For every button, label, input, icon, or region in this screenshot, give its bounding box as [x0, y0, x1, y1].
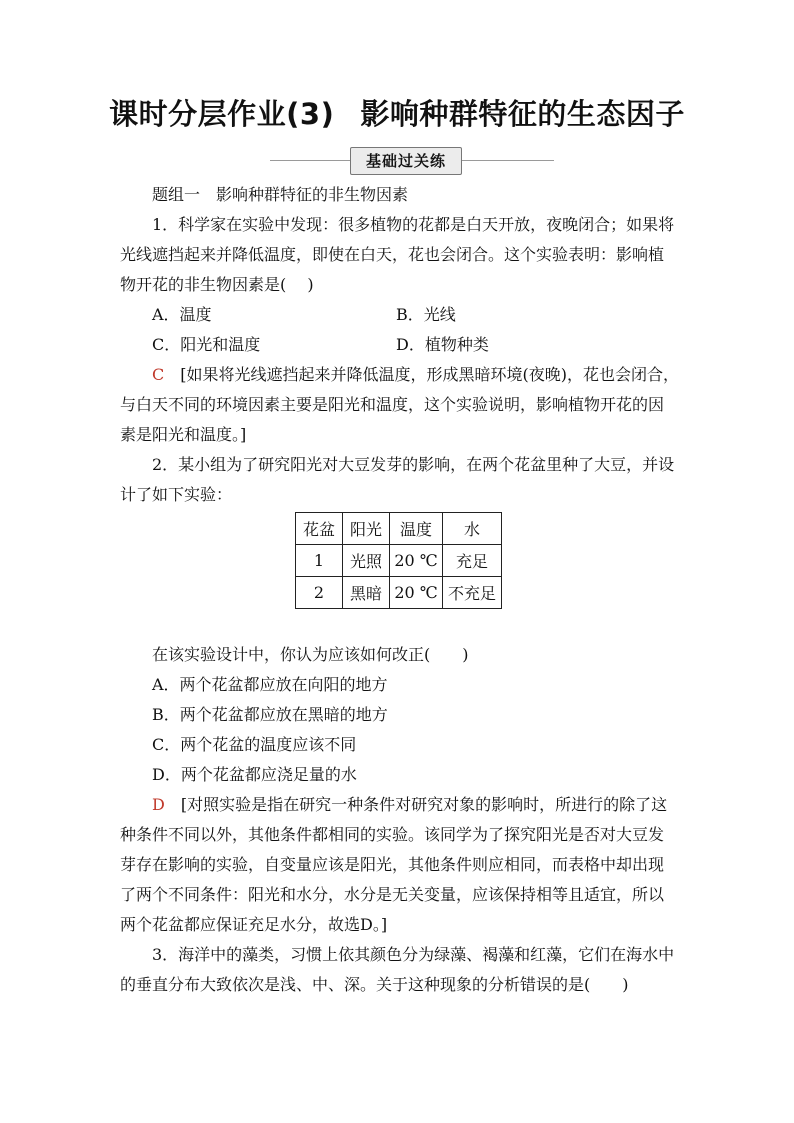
section-banner — [270, 147, 554, 175]
table-header: 温度 — [390, 513, 443, 545]
q3-line: 的垂直分布大致依次是浅、中、深。关于这种现象的分析错误的是( ) — [120, 975, 629, 994]
q2-option-b: B．两个花盆都应放在黑暗的地方 — [152, 705, 388, 724]
table-cell: 20 ℃ — [390, 545, 443, 577]
q1-explanation-text: [如果将光线遮挡起来并降低温度，形成黑暗环境(夜晚)，花也会闭合， — [164, 365, 679, 384]
document-body — [120, 180, 679, 1000]
q1-explanation-line: 素是阳光和温度。] — [120, 425, 247, 444]
q2-explanation-line: 了两个不同条件：阳光和水分，水分是无关变量，应该保持相等且适宜，所以 — [120, 885, 665, 904]
q2-line: 计了如下实验： — [120, 485, 233, 504]
section-heading: 题组一 影响种群特征的非生物因素 — [152, 185, 409, 204]
table-cell: 黑暗 — [343, 577, 390, 609]
q1-line: 光线遮挡起来并降低温度，即使在白天，花也会闭合。这个实验表明：影响植 — [120, 245, 665, 264]
table-row — [296, 577, 502, 609]
table-cell: 光照 — [343, 545, 390, 577]
q2-option-a: A．两个花盆都应放在向阳的地方 — [152, 675, 388, 694]
title-part2: 影响种群特征的生态因子 — [360, 97, 685, 131]
q2-explanation-line: 种条件不同以外，其他条件都相同的实验。该同学为了探究阳光是否对大豆发 — [120, 825, 665, 844]
q2-explanation-line — [120, 790, 676, 820]
q1-explanation-line — [120, 360, 679, 390]
table-header: 阳光 — [343, 513, 390, 545]
q1-answer: C — [152, 365, 165, 384]
q1-option-d: D．植物种类 — [396, 335, 489, 354]
q2-option-c: C．两个花盆的温度应该不同 — [152, 735, 357, 754]
q1-option-row — [120, 330, 676, 360]
banner-rule-right — [462, 160, 554, 161]
q1-option-a: A．温度 — [152, 305, 212, 324]
table-cell: 1 — [296, 545, 343, 577]
table-row — [296, 545, 502, 577]
q2-explanation-text: [对照实验是指在研究一种条件对研究对象的影响时，所进行的除了这 — [164, 795, 668, 814]
page-title — [0, 92, 794, 133]
q2-answer: D — [152, 795, 165, 814]
table-cell: 充足 — [443, 545, 502, 577]
q1-line: 物开花的非生物因素是( ) — [120, 275, 314, 294]
banner-label: 基础过关练 — [350, 147, 462, 175]
table-cell: 20 ℃ — [390, 577, 443, 609]
q2-explanation-line: 芽存在影响的实验，自变量应该是阳光，其他条件则应相同，而表格中却出现 — [120, 855, 665, 874]
table-header: 水 — [443, 513, 502, 545]
q2-line: 2．某小组为了研究阳光对大豆发芽的影响，在两个花盆里种了大豆，并设 — [152, 455, 675, 474]
q2-option-d: D．两个花盆都应浇足量的水 — [152, 765, 357, 784]
table-cell: 不充足 — [443, 577, 502, 609]
banner-rule-left — [270, 160, 350, 161]
q2-table-wrap — [120, 510, 676, 640]
table-header: 花盆 — [296, 513, 343, 545]
q1-explanation-line: 与白天不同的环境因素主要是阳光和温度，这个实验说明，影响植物开花的因 — [120, 395, 665, 414]
experiment-table — [295, 512, 502, 609]
q1-option-b: B．光线 — [396, 305, 456, 324]
q2-explanation-line: 两个花盆都应保证充足水分，故选D。] — [120, 915, 388, 934]
q1-option-c: C．阳光和温度 — [152, 335, 261, 354]
q1-option-row — [120, 300, 676, 330]
q2-question: 在该实验设计中，你认为应该如何改正( ) — [152, 645, 469, 664]
q1-line: 1．科学家在实验中发现：很多植物的花都是白天开放，夜晚闭合；如果将 — [152, 215, 675, 234]
q3-line: 3．海洋中的藻类，习惯上依其颜色分为绿藻、褐藻和红藻，它们在海水中 — [152, 945, 675, 964]
table-cell: 2 — [296, 577, 343, 609]
title-part1: 课时分层作业(3) — [109, 97, 335, 131]
table-header-row — [296, 513, 502, 545]
